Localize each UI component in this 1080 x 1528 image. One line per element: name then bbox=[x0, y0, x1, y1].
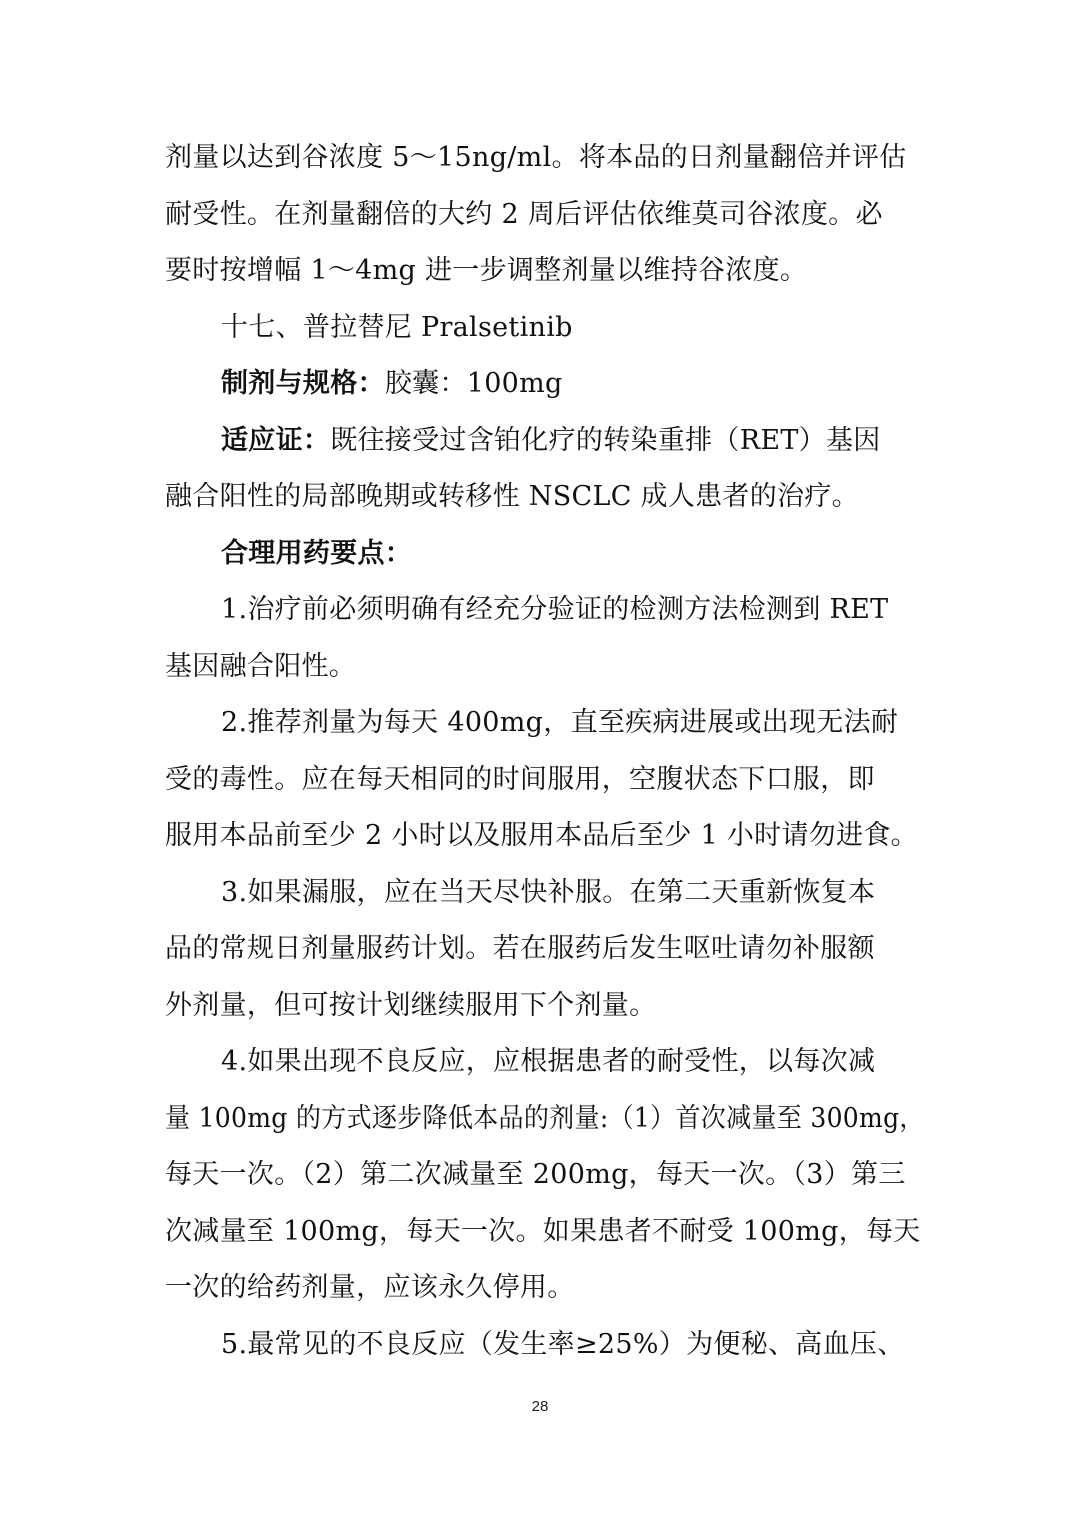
point-2: 2.推荐剂量为每天 400mg，直至疾病进展或出现无法耐 bbox=[221, 707, 899, 738]
formulation-value: 胶囊：100mg bbox=[384, 368, 563, 399]
document-body bbox=[165, 130, 925, 1373]
text-line: 次减量至 100mg，每天一次。如果患者不耐受 100mg，每天 bbox=[165, 1215, 921, 1247]
key-points-heading: 合理用药要点： bbox=[221, 537, 413, 569]
text-line: 融合阳性的局部晚期或转移性 NSCLC 成人患者的治疗。 bbox=[165, 481, 859, 512]
text-line: 一次的给药剂量，应该永久停用。 bbox=[165, 1272, 575, 1303]
formulation-label: 制剂与规格： bbox=[221, 368, 385, 399]
text-line: 剂量以达到谷浓度 5～15ng/ml。将本品的日剂量翻倍并评估 bbox=[165, 142, 907, 173]
indication-line bbox=[165, 413, 925, 470]
text-line: 每天一次。（2）第二次减量至 200mg，每天一次。（3）第三 bbox=[165, 1159, 906, 1190]
formulation-line bbox=[165, 356, 925, 413]
text-line: 外剂量，但可按计划继续服用下个剂量。 bbox=[165, 989, 657, 1021]
page-number: 28 bbox=[531, 1398, 549, 1415]
text-line: 品的常规日剂量服药计划。若在服药后发生呕吐请勿补服额 bbox=[165, 933, 875, 964]
indication-label: 适应证： bbox=[221, 424, 331, 456]
text-line: 耐受性。在剂量翻倍的大约 2 周后评估依维莫司谷浓度。必 bbox=[165, 198, 883, 230]
text-line: 要时按增幅 1～4mg 进一步调整剂量以维持谷浓度。 bbox=[165, 255, 808, 286]
point-1: 1.治疗前必须明确有经充分验证的检测方法检测到 RET bbox=[221, 594, 889, 625]
text-line: 服用本品前至少 2 小时以及服用本品后至少 1 小时请勿进食。 bbox=[165, 820, 918, 851]
point-4: 4.如果出现不良反应，应根据患者的耐受性，以每次减 bbox=[221, 1046, 876, 1077]
point-5: 5.最常见的不良反应（发生率≥25%）为便秘、高血压、 bbox=[221, 1328, 905, 1360]
indication-value: 既往接受过含铂化疗的转染重排（RET）基因 bbox=[330, 424, 881, 456]
point-3: 3.如果漏服，应在当天尽快补服。在第二天重新恢复本 bbox=[221, 876, 876, 908]
section-heading: 十七、普拉替尼 Pralsetinib bbox=[221, 311, 573, 343]
text-line: 基因融合阳性。 bbox=[165, 650, 357, 682]
text-line: 量 100mg 的方式逐步降低本品的剂量:（1）首次减量至 300mg， bbox=[165, 1102, 925, 1134]
text-line: 受的毒性。应在每天相同的时间服用，空腹状态下口服，即 bbox=[165, 763, 875, 795]
